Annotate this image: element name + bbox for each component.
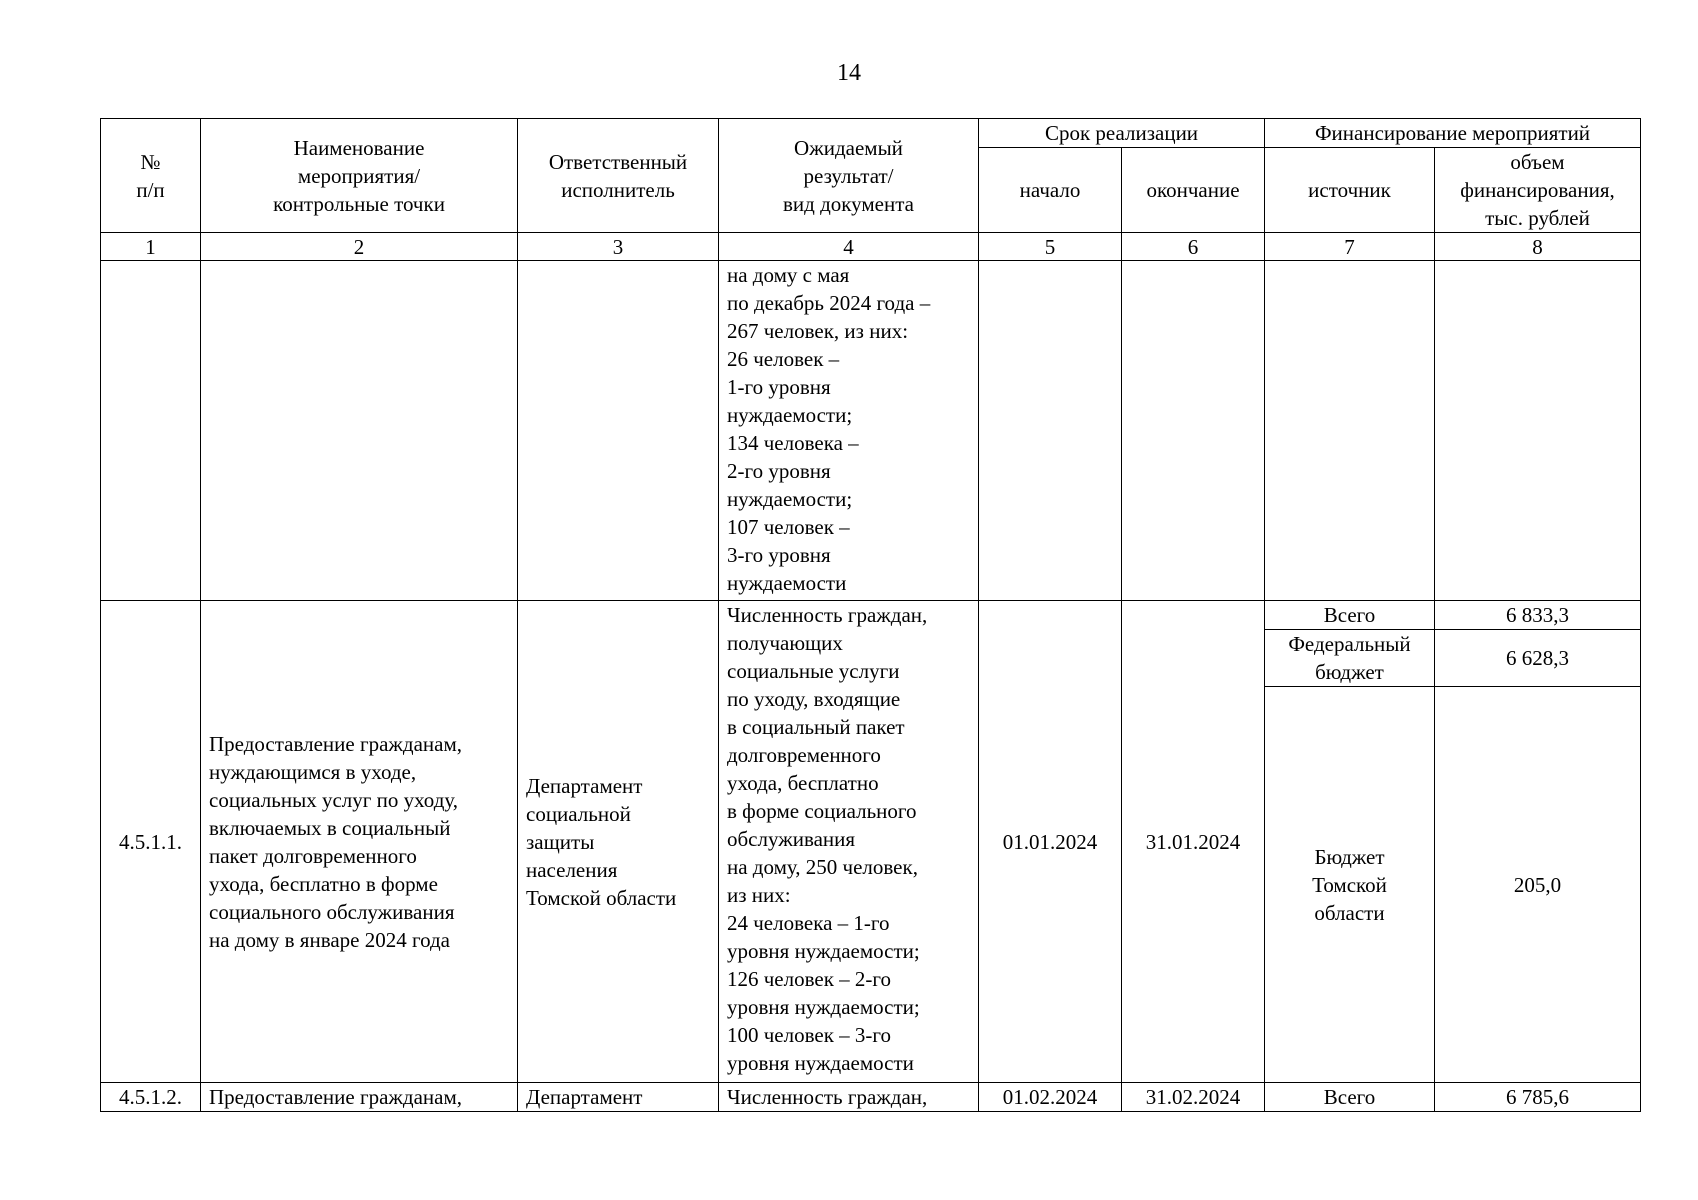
cell-amount-federal: 6 628,3 bbox=[1435, 630, 1641, 687]
header-text: исполнитель bbox=[561, 177, 675, 202]
cell-empty bbox=[518, 261, 719, 601]
column-number: 5 bbox=[979, 233, 1122, 261]
header-text: контрольные точки bbox=[273, 191, 445, 216]
result-line: уровня нуждаемости bbox=[727, 1051, 914, 1075]
result-line: по декабрь 2024 года – bbox=[727, 291, 931, 315]
name-line: включаемых в социальный bbox=[209, 815, 451, 840]
cell-expected-result bbox=[719, 601, 979, 1083]
header-col-amount bbox=[1435, 148, 1641, 233]
result-line: 126 человек – 2-го bbox=[727, 967, 892, 991]
cell-source-federal bbox=[1265, 630, 1435, 687]
column-numbers-row bbox=[101, 233, 1641, 261]
executor-line: защиты bbox=[526, 829, 595, 854]
column-number: 3 bbox=[518, 233, 719, 261]
cell-row-number: 4.5.1.2. bbox=[101, 1083, 201, 1112]
header-text: тыс. рублей bbox=[1485, 206, 1590, 230]
header-text: мероприятия/ bbox=[297, 163, 421, 188]
header-text: финансирования, bbox=[1460, 178, 1615, 202]
cell-result-continued bbox=[719, 261, 979, 601]
cell-row-number: 4.5.1.1. bbox=[101, 601, 201, 1083]
cell-empty bbox=[1435, 261, 1641, 601]
column-number: 7 bbox=[1265, 233, 1435, 261]
cell-amount-regional: 205,0 bbox=[1435, 687, 1641, 1083]
result-line: Численность граждан, bbox=[727, 603, 928, 627]
result-line: 3-го уровня bbox=[727, 543, 831, 567]
header-group-period: Срок реализации bbox=[979, 119, 1265, 148]
result-line: на дому с мая bbox=[727, 263, 850, 287]
name-line: социального обслуживания bbox=[209, 899, 455, 924]
header-group-financing: Финансирование мероприятий bbox=[1265, 119, 1641, 148]
column-number: 1 bbox=[101, 233, 201, 261]
result-line: из них: bbox=[727, 883, 791, 907]
header-col-executor bbox=[518, 119, 719, 233]
header-col-result bbox=[719, 119, 979, 233]
header-col-start: начало bbox=[979, 148, 1122, 233]
result-line: обслуживания bbox=[727, 827, 856, 851]
cell-start-date: 01.02.2024 bbox=[979, 1083, 1122, 1112]
cell-start-date: 01.01.2024 bbox=[979, 601, 1122, 1083]
header-text: результат/ bbox=[803, 163, 894, 188]
page-number: 14 bbox=[837, 60, 861, 86]
name-line: пакет долговременного bbox=[209, 843, 417, 868]
column-number: 8 bbox=[1435, 233, 1641, 261]
executor-line: социальной bbox=[526, 801, 631, 826]
executor-line: Департамент bbox=[526, 773, 643, 798]
name-line: нуждающимся в уходе, bbox=[209, 759, 417, 784]
executor-line: населения bbox=[526, 857, 618, 882]
header-text: объем bbox=[1510, 150, 1565, 174]
header-col-source: источник bbox=[1265, 148, 1435, 233]
cell-empty bbox=[1265, 261, 1435, 601]
header-text: п/п bbox=[136, 177, 165, 202]
cell-activity-name: Предоставление гражданам, bbox=[201, 1083, 518, 1112]
table-row-4512 bbox=[101, 1083, 1641, 1112]
cell-empty bbox=[101, 261, 201, 601]
result-line: нуждаемости; bbox=[727, 487, 853, 511]
cell-end-date: 31.01.2024 bbox=[1122, 601, 1265, 1083]
column-number: 6 bbox=[1122, 233, 1265, 261]
cell-source-total: Всего bbox=[1265, 1083, 1435, 1112]
source-line: Федеральный bbox=[1288, 632, 1411, 656]
cell-amount-total: 6 785,6 bbox=[1435, 1083, 1641, 1112]
cell-executor bbox=[518, 601, 719, 1083]
executor-line: Томской области bbox=[526, 885, 677, 910]
activities-table bbox=[100, 118, 1641, 1112]
result-line: социальные услуги bbox=[727, 659, 900, 683]
name-line: социальных услуг по уходу, bbox=[209, 787, 459, 812]
cell-end-date: 31.02.2024 bbox=[1122, 1083, 1265, 1112]
source-line: Бюджет bbox=[1314, 844, 1385, 869]
cell-source-total: Всего bbox=[1265, 601, 1435, 630]
result-line: 26 человек – bbox=[727, 347, 840, 371]
source-line: области bbox=[1314, 900, 1385, 925]
result-line: ухода, бесплатно bbox=[727, 771, 879, 795]
result-line: 24 человека – 1-го bbox=[727, 911, 890, 935]
result-line: нуждаемости; bbox=[727, 403, 853, 427]
cell-executor: Департамент bbox=[518, 1083, 719, 1112]
name-line: Предоставление гражданам, bbox=[209, 731, 463, 756]
name-line: на дому в январе 2024 года bbox=[209, 927, 450, 952]
header-col-number bbox=[101, 119, 201, 233]
result-line: нуждаемости bbox=[727, 571, 847, 595]
cell-amount-total: 6 833,3 bbox=[1435, 601, 1641, 630]
result-line: 1-го уровня bbox=[727, 375, 831, 399]
result-line: в социальный пакет bbox=[727, 715, 905, 739]
header-text: Наименование bbox=[293, 135, 425, 160]
cell-expected-result: Численность граждан, bbox=[719, 1083, 979, 1112]
result-line: 267 человек, из них: bbox=[727, 319, 909, 343]
header-text: Ответственный bbox=[548, 149, 688, 174]
header-col-end: окончание bbox=[1122, 148, 1265, 233]
result-line: уровня нуждаемости; bbox=[727, 939, 920, 963]
result-line: долговременного bbox=[727, 743, 881, 767]
name-line: ухода, бесплатно в форме bbox=[209, 871, 438, 896]
column-number: 4 bbox=[719, 233, 979, 261]
cell-source-regional bbox=[1265, 687, 1435, 1083]
result-line: в форме социального bbox=[727, 799, 917, 823]
result-line: 100 человек – 3-го bbox=[727, 1023, 892, 1047]
header-text: вид документа bbox=[782, 191, 914, 216]
header-text: № bbox=[140, 149, 161, 174]
column-number: 2 bbox=[201, 233, 518, 261]
cell-empty bbox=[1122, 261, 1265, 601]
cell-empty bbox=[201, 261, 518, 601]
header-row-1 bbox=[101, 119, 1641, 148]
result-line: 2-го уровня bbox=[727, 459, 831, 483]
header-text: Ожидаемый bbox=[794, 135, 903, 160]
result-line: на дому, 250 человек, bbox=[727, 855, 918, 879]
source-line: Томской bbox=[1312, 872, 1387, 897]
result-line: 134 человека – bbox=[727, 431, 859, 455]
result-line: 107 человек – bbox=[727, 515, 850, 539]
result-line: по уходу, входящие bbox=[727, 687, 901, 711]
header-col-name bbox=[201, 119, 518, 233]
table-row-4511 bbox=[101, 601, 1641, 630]
source-line: бюджет bbox=[1315, 660, 1384, 684]
cell-activity-name bbox=[201, 601, 518, 1083]
cell-empty bbox=[979, 261, 1122, 601]
result-line: уровня нуждаемости; bbox=[727, 995, 920, 1019]
result-line: получающих bbox=[727, 631, 843, 655]
table-row-continuation bbox=[101, 261, 1641, 601]
